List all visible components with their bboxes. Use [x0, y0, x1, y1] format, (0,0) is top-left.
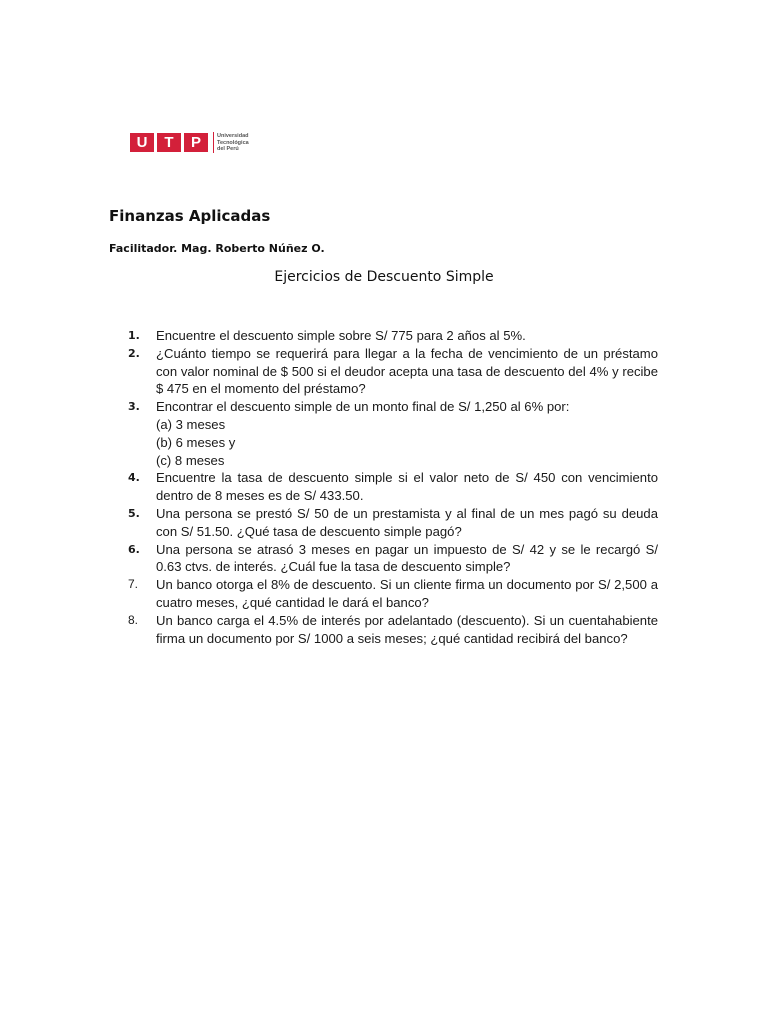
exercise-number: 7.: [128, 577, 139, 592]
logo-subtitle: [217, 133, 267, 153]
exercise-text: Encontrar el descuento simple de un monto final de S/ 1,250 al 6% por:: [156, 399, 570, 415]
exercise-subitem: (c) 8 meses: [156, 452, 225, 468]
exercise-number: 1.: [128, 329, 140, 342]
exercise-item: [128, 576, 658, 612]
exercise-item: [128, 345, 658, 398]
exercise-text: Una persona se prestó S/ 50 de un prestamista y al final de un mes pagó su deuda con S/ 51.50. ¿Qué tasa de descuento simple pagó?: [156, 505, 658, 539]
exercise-item: [128, 327, 658, 345]
logo-letter-p: P: [184, 133, 208, 152]
exercise-number: 8.: [128, 612, 139, 627]
exercise-text: Encuentre la tasa de descuento simple si el valor neto de S/ 450 con vencimiento dentro de 8 meses es de S/ 433.50.: [156, 470, 658, 504]
exercise-text: Encuentre el descuento simple sobre S/ 775 para 2 años al 5%.: [156, 328, 526, 343]
facilitator-line: Facilitador. Mag. Roberto Núñez O.: [109, 242, 325, 255]
logo-letter-u: U: [130, 133, 154, 152]
exercise-number: 6.: [128, 542, 140, 556]
logo-divider: [213, 132, 214, 153]
logo-subtitle-line: del Perú: [217, 146, 239, 152]
exercise-text: Un banco otorga el 8% de descuento. Si un cliente firma un documento por S/ 2,500 a cuatro meses, ¿qué cantidad le dará el banco?: [156, 577, 658, 610]
logo-subtitle-line: Universidad: [217, 133, 249, 139]
logo-subtitle-line: Tecnológica: [217, 139, 249, 146]
document-title: Ejercicios de Descuento Simple: [274, 269, 494, 285]
exercise-item: [128, 505, 658, 541]
utp-logo: [130, 130, 260, 156]
exercise-number: 5.: [128, 506, 140, 520]
exercise-number: 4.: [128, 471, 140, 485]
exercise-subitem: (a) 3 meses: [156, 416, 226, 432]
logo-letter-t: T: [157, 133, 181, 152]
exercise-item: [128, 469, 658, 505]
exercise-list: [128, 327, 658, 647]
exercise-number: 3.: [128, 400, 140, 414]
exercise-text: ¿Cuánto tiempo se requerirá para llegar a la fecha de vencimiento de un préstamo con valor nominal de $ 500 si el deudor acepta una tasa de descuento del 4% y recibe $ 475 en el momento del préstamo?: [156, 345, 658, 397]
exercise-number: 2.: [128, 346, 140, 360]
exercise-subitem: (b) 6 meses y: [156, 434, 236, 450]
exercise-item: [128, 398, 658, 469]
exercise-item: [128, 612, 658, 648]
course-title: Finanzas Aplicadas: [109, 207, 271, 225]
exercise-item: [128, 541, 658, 577]
exercise-text: Un banco carga el 4.5% de interés por adelantado (descuento). Si un cuentahabiente firma un documento por S/ 1000 a seis meses; ¿qué cantidad recibirá del banco?: [156, 612, 658, 646]
exercise-text: Una persona se atrasó 3 meses en pagar un impuesto de S/ 42 y se le recargó S/ 0.63 ctvs. de interés. ¿Cuál fue la tasa de descuento simple?: [156, 541, 658, 575]
